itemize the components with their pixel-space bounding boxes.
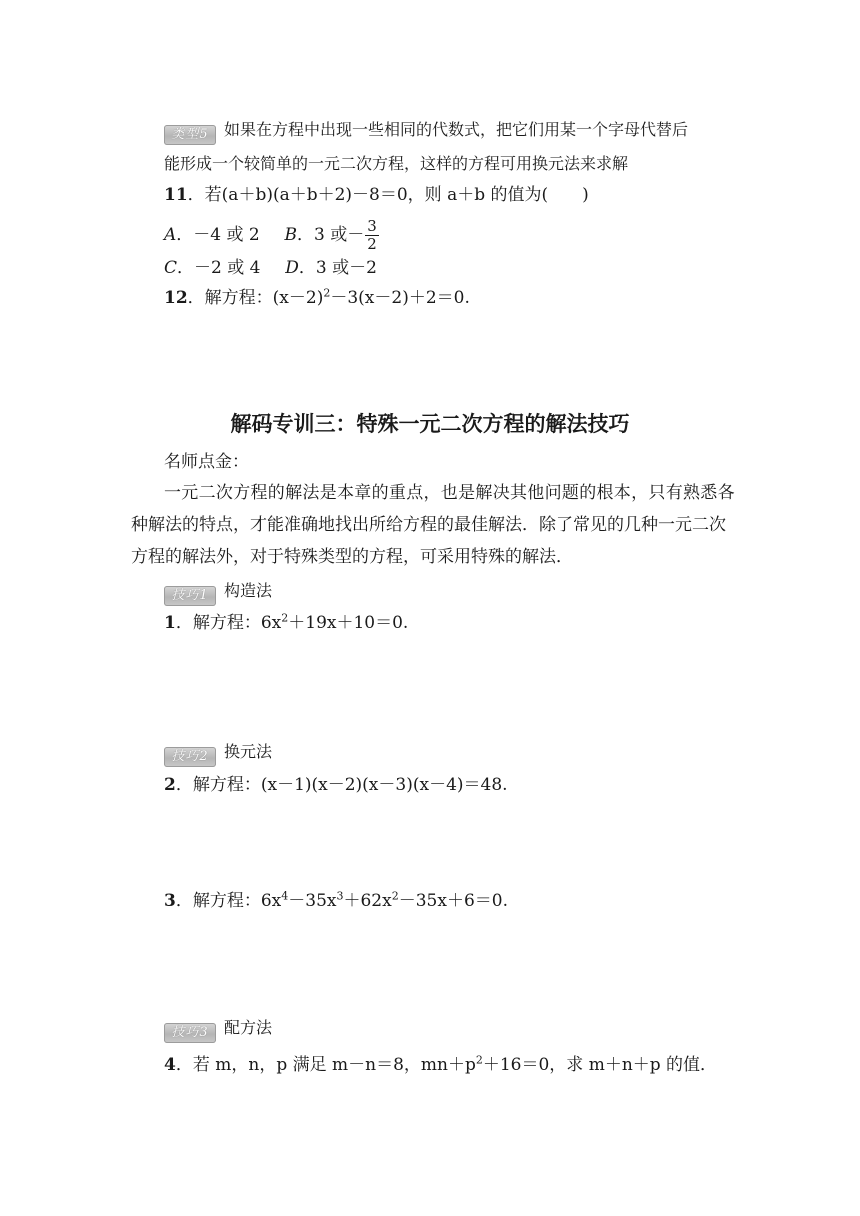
section-title: 解码专训三：特殊一元二次方程的解法技巧: [230, 412, 630, 436]
skill2-name: 换元法: [224, 742, 273, 761]
option-c-label: C: [164, 258, 178, 278]
skill1-badge: 技巧1: [164, 586, 216, 606]
option-a-text: ．－4 或 2: [176, 225, 260, 245]
option-a-label: A: [164, 225, 177, 245]
question-11: [164, 183, 589, 207]
question-1-text-b: ＋19x＋10＝0.: [288, 613, 409, 633]
question-4: [164, 1053, 717, 1077]
question-2-number: 2: [164, 775, 176, 795]
option-b-text: ．3 或－: [297, 225, 365, 245]
question-4-text-b: ＋16＝0，求 m＋n＋p 的值．: [482, 1055, 718, 1075]
question-1-exponent: 2: [281, 611, 289, 625]
type5-intro-line2: 能形成一个较简单的一元二次方程，这样的方程可用换元法来求解: [164, 154, 629, 173]
question-3-exponent-1: 4: [281, 889, 289, 903]
option-c-text: ．－2 或 4: [177, 258, 261, 278]
type5-intro-line1: [164, 118, 688, 145]
question-12: [164, 286, 470, 310]
question-2: [164, 773, 508, 797]
question-12-exponent: 2: [323, 286, 331, 300]
type5-intro-text1: 如果在方程中出现一些相同的代数式，把它们用某一个字母代替后: [224, 120, 689, 139]
skill3-name: 配方法: [224, 1018, 273, 1037]
skill2-heading: [164, 740, 272, 767]
fraction-numerator: 3: [367, 217, 377, 235]
question-12-text-b: －3(x－2)＋2＝0.: [330, 288, 470, 308]
question-1-text-a: ．解方程：6x: [175, 613, 282, 633]
question-12-number: 12: [164, 288, 188, 308]
question-3-text-c: ＋62x: [343, 891, 392, 911]
skill3-heading: [164, 1016, 272, 1043]
question-3-exponent-3: 2: [391, 889, 399, 903]
option-b-fraction: [365, 218, 379, 253]
question-4-text-a: ．若 m，n，p 满足 m－n＝8，mn＋p: [175, 1055, 476, 1075]
question-4-number: 4: [164, 1055, 176, 1075]
question-3: [164, 889, 508, 913]
question-4-exponent: 2: [475, 1053, 483, 1067]
question-11-number: 11: [164, 185, 188, 205]
question-3-text-a: ．解方程：6x: [175, 891, 282, 911]
skill2-badge: 技巧2: [164, 747, 216, 767]
skill1-heading: [164, 579, 272, 606]
fraction-denominator: 2: [367, 235, 377, 253]
skill1-name: 构造法: [224, 581, 273, 600]
skill3-badge: 技巧3: [164, 1023, 216, 1043]
question-1-number: 1: [164, 613, 176, 633]
question-3-exponent-2: 3: [336, 889, 344, 903]
option-d-text: ．3 或－2: [298, 258, 377, 278]
question-2-text: ．解方程：(x－1)(x－2)(x－3)(x－4)＝48.: [175, 775, 508, 795]
option-b-label: B: [284, 225, 298, 245]
tips-line3: 方程的解法外，对于特殊类型的方程，可采用特殊的解法．: [131, 547, 573, 567]
tips-line2: 种解法的特点，才能准确地找出所给方程的最佳解法．除了常见的几种一元二次: [131, 515, 726, 535]
type5-badge: 类型5: [164, 125, 216, 145]
question-3-text-b: －35x: [288, 891, 337, 911]
question-12-text-a: ．解方程：(x－2): [187, 288, 324, 308]
option-d-label: D: [285, 258, 299, 278]
tips-line1: 一元二次方程的解法是本章的重点，也是解决其他问题的根本，只有熟悉各: [164, 483, 735, 503]
question-3-text-d: －35x＋6＝0.: [398, 891, 508, 911]
tips-label: 名师点金：: [164, 452, 249, 472]
question-11-options-ab: [164, 218, 379, 253]
question-1: [164, 611, 408, 635]
question-11-options-cd: [164, 256, 377, 280]
question-11-text: ．若(a＋b)(a＋b＋2)－8＝0，则 a＋b 的值为( ): [187, 185, 589, 205]
question-3-number: 3: [164, 891, 176, 911]
